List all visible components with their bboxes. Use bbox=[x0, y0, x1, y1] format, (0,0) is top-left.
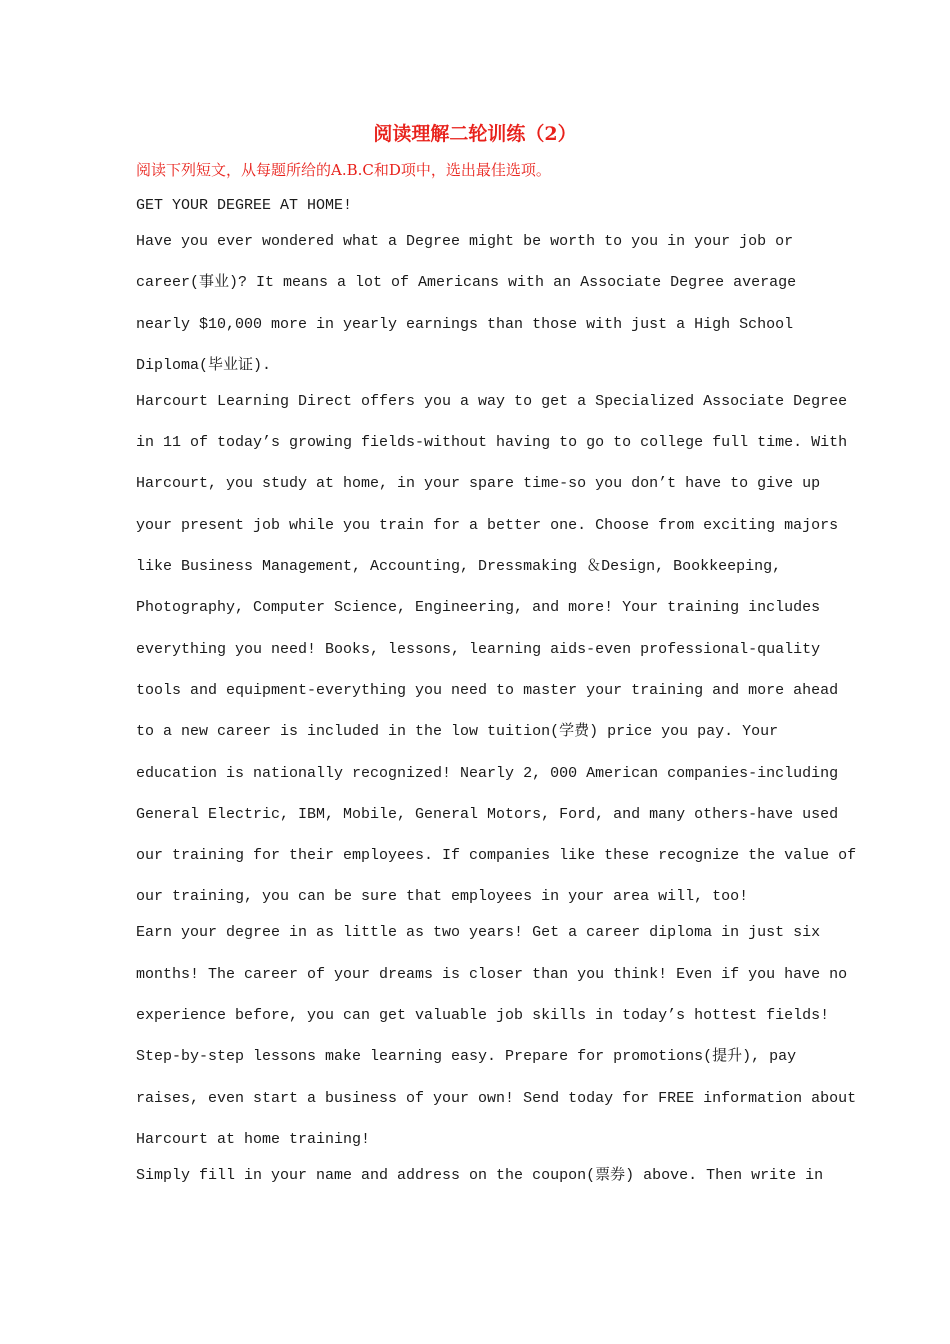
text-line: tools and equipment-everything you need to master your training and more ahead bbox=[136, 681, 839, 699]
paragraph-1 bbox=[136, 230, 826, 390]
passage-heading: GET YOUR DEGREE AT HOME! bbox=[136, 197, 353, 214]
instruction-text: 阅读下列短文，从每题所给的A.B.C和D项中，选出最佳选项。 bbox=[136, 161, 551, 179]
text-line: career(事业)? It means a lot of Americans with an Associate Degree average bbox=[136, 274, 797, 292]
document-title: 阅读理解二轮训练（2） bbox=[373, 123, 577, 145]
text-line: months! The career of your dreams is closer than you think! Even if you have no bbox=[136, 965, 848, 983]
text-line: our training, you can be sure that employees in your area will, too! bbox=[136, 888, 749, 906]
paragraph-2 bbox=[136, 390, 857, 922]
text-line: Earn your degree in as little as two years! Get a career diploma in just six bbox=[136, 924, 821, 942]
paragraph-3 bbox=[136, 921, 857, 1163]
text-line: Photography, Computer Science, Engineering, and more! Your training includes bbox=[136, 599, 821, 617]
text-line: Harcourt, you study at home, in your spare time-so you don’t have to give up bbox=[136, 475, 821, 493]
passage-body bbox=[136, 194, 857, 1200]
text-line: Step-by-step lessons make learning easy. Prepare for promotions(提升), pay bbox=[136, 1048, 797, 1066]
text-line: Have you ever wondered what a Degree might be worth to you in your job or bbox=[136, 233, 794, 250]
text-line: Simply fill in your name and address on the coupon(票券) above. Then write in bbox=[136, 1166, 824, 1184]
text-line: General Electric, IBM, Mobile, General Motors, Ford, and many others-have used bbox=[136, 805, 839, 823]
paragraph-4 bbox=[136, 1164, 826, 1200]
text-line: Harcourt Learning Direct offers you a way to get a Specialized Associate Degree bbox=[136, 392, 848, 410]
text-line: education is nationally recognized! Nearly 2, 000 American companies-including bbox=[136, 764, 839, 782]
text-line: Diploma(毕业证). bbox=[136, 356, 272, 374]
text-line: our training for their employees. If companies like these recognize the value of bbox=[136, 847, 857, 865]
text-line: nearly $10,000 more in yearly earnings than those with just a High School bbox=[136, 315, 794, 333]
text-line: raises, even start a business of your own! Send today for FREE information about bbox=[136, 1089, 857, 1107]
text-line: your present job while you train for a better one. Choose from exciting majors bbox=[136, 516, 839, 534]
text-line: in 11 of today’s growing fields-without having to go to college full time. With bbox=[136, 434, 848, 452]
text-line: everything you need! Books, lessons, learning aids-even professional-quality bbox=[136, 640, 821, 658]
text-line: like Business Management, Accounting, Dressmaking ＆Design, Bookkeeping, bbox=[136, 558, 782, 576]
text-line: to a new career is included in the low tuition(学费) price you pay. Your bbox=[136, 723, 779, 741]
text-line: Harcourt at home training! bbox=[136, 1130, 371, 1148]
text-line: experience before, you can get valuable job skills in today’s hottest fields! bbox=[136, 1007, 830, 1025]
